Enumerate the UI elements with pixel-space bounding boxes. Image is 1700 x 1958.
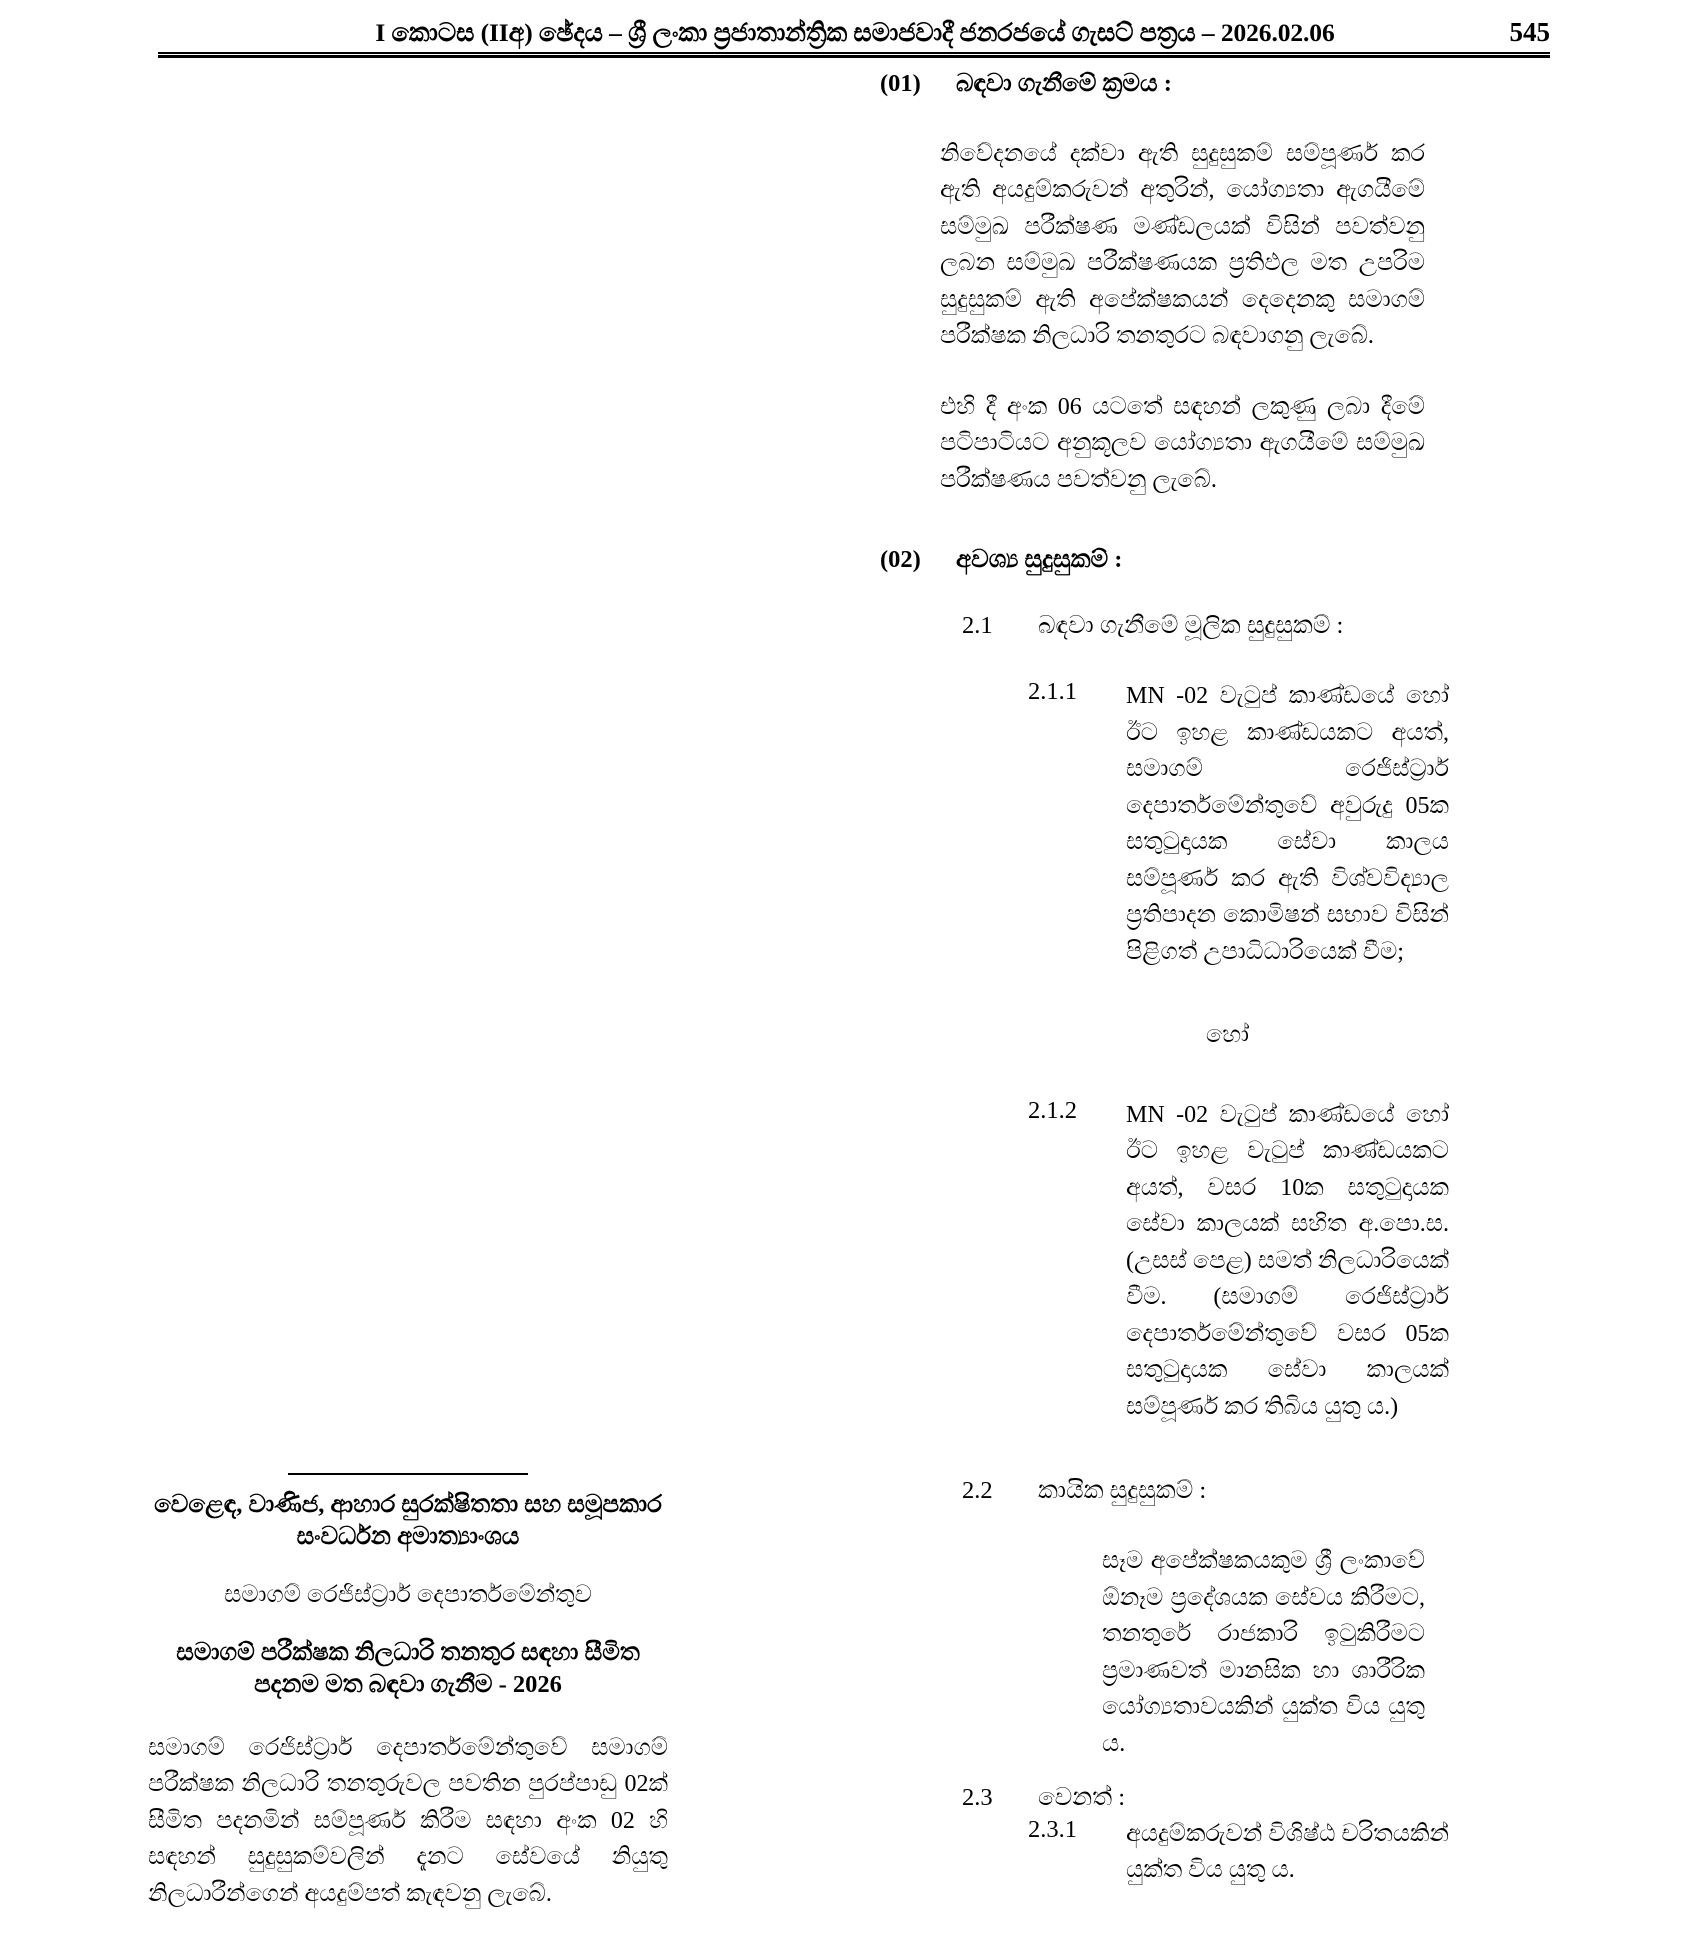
section-231-heading: [880, 1816, 1540, 1889]
section-21-number: 2.1: [962, 612, 993, 640]
section-211-number: 2.1.1: [1028, 678, 1077, 706]
section-212-text: MN -02 වැටුප් කාණ්ඩයේ හෝ ඊට ඉහළ වැටුප් කාණ්ඩයකට අයත්, වසර 10ක සතුටුදායක සේවා කාලයක් සහිත අ.පො.ස. (උසස් පෙළ) සමත් නිලධාරියෙක් වීම. (සමාගම් රෙජිස්ට්‍රාර් දෙපාර්තමේන්තුවේ වසර 05ක සතුටුදායක සේවා කාලයක් සම්පූර්ණ කර තිබිය යුතු ය.): [1126, 1101, 1449, 1420]
spacer: [880, 498, 1540, 546]
post-title: සමාගම් පරීක්ෂක නිලධාරි තනතුර සඳහා සීමිත පදනම මත බඳවා ගැනීම - 2026: [176, 1639, 640, 1699]
left-signature-block: [148, 1473, 668, 1912]
spacer: [880, 644, 1540, 678]
spacer: [880, 1509, 1540, 1543]
spacer: [880, 578, 1540, 612]
section-01-heading: [880, 70, 1540, 98]
section-21-label: බඳවා ගැනීමේ මූලික සුදුසුකම් :: [1038, 612, 1344, 640]
section-02-heading: [880, 546, 1540, 574]
left-column: [148, 70, 668, 1930]
divider-rule: [288, 1473, 528, 1475]
section-22-heading: [880, 1477, 1540, 1505]
left-body-paragraph: සමාගම් රෙජිස්ට්‍රාර් දෙපාර්තමේන්තුවේ සමාගම් පරීක්ෂක නිලධාරි තනතුරුවල පවතින පුරප්පාඩු 02ක් සීමිත පදනමින් සම්පූර්ණ කිරීම සඳහා අංක 02 හි සඳහන් සුදුසුකම්වලින් දැනට සේවයේ නියුතු නිලධාරීන්ගෙන් අයදුම්පත් කැඳවනු ලැබේ.: [148, 1734, 668, 1907]
section-02-label: අවශ්‍ය සුදුසුකම් :: [956, 546, 1123, 574]
ministry-name: වෙළෙඳ, වාණිජ, ආහාර සුරක්ෂිතතා සහ සමූපකාර සංවර්ධන අමාත්‍යාංශය: [154, 1491, 662, 1551]
section-211-text: MN -02 වැටුප් කාණ්ඩයේ හෝ ඊට ඉහළ කාණ්ඩයකට අයත්, සමාගම් රෙජිස්ට්‍රාර් දෙපාර්තමේන්තුවේ අවුරුදු 05ක සතුටුදායක සේවා කාලය සම්පූර්ණ කර ඇති විශ්වවිද්‍යාල ප්‍රතිපාදන කොමිෂන් සභාව විසින් පිළිගත් උපාධිධාරියෙක් වීම;: [1126, 683, 1449, 965]
section-02-number: (02): [880, 546, 921, 574]
section-01-number: (01): [880, 70, 921, 97]
section-22-number: 2.2: [962, 1477, 993, 1505]
section-211-heading: [880, 678, 1540, 970]
section-23-number: 2.3: [962, 1784, 993, 1811]
page-number: 545: [1509, 17, 1550, 47]
department-name: සමාගම් රෙජිස්ට්‍රාර් දෙපාර්තමේන්තුව: [224, 1581, 592, 1608]
alternative-connector: හෝ: [1205, 1021, 1250, 1048]
section-01-label: බඳවා ගැනීමේ ක්‍රමය :: [956, 70, 1172, 97]
spacer: [880, 1429, 1540, 1477]
spacer: [880, 1762, 1540, 1784]
spacer: [880, 355, 1540, 389]
section-23-label: වෙනත් :: [1038, 1784, 1126, 1811]
section-21-heading: [880, 612, 1540, 640]
section-01-paragraph-2: එහි දී අංක 06 යටතේ සඳහන් ලකුණු ලබා දීමේ පටිපාටියට අනුකූලව යෝග්‍යතා ඇගයීමේ සම්මුඛ පරීක්ෂණය පවත්වනු ලැබේ.: [940, 393, 1425, 493]
section-212-number: 2.1.2: [1028, 1096, 1077, 1124]
right-column: [880, 70, 1540, 1893]
page-header: [160, 18, 1550, 49]
section-23-heading: [880, 1784, 1540, 1812]
section-01-paragraph-1: නිවේදනයේ දක්වා ඇති සුදුසුකම් සම්පූර්ණ කර ඇති අයදුම්කරුවන් අතුරින්, යෝග්‍යතා ඇගයීමේ සම්මුඛ පරීක්ෂණ මණ්ඩලයක් විසින් පවත්වනු ලබන සම්මුඛ පරීක්ෂණයක ප්‍රතිඵල මත උපරිම සුදුසුකම් ඇති අපේක්ෂකයන් දෙදෙනකු සමාගම් පරීක්ෂක නිලධාරි තනතුරට බඳවාගනු ලැබේ.: [940, 141, 1425, 350]
section-231-number: 2.3.1: [1028, 1816, 1077, 1843]
spacer: [880, 1049, 1540, 1097]
section-22-text: සෑම අපේක්ෂකයකුම ශ්‍රී ලංකාවේ ඕනෑම ප්‍රදේශයක සේවය කිරීමට, තනතුරේ රාජකාරි ඉටුකිරීමට ප්‍රමාණවත් මානසික හා ශාරීරික යෝග්‍යතාවයකින් යුක්ත විය යුතු ය.: [1102, 1548, 1425, 1757]
section-212-heading: [880, 1097, 1540, 1425]
section-231-text: අයදුම්කරුවන් විශිෂ්ඨ චරිතයකින් යුක්ත විය යුතු ය.: [1126, 1821, 1449, 1884]
header-rule: [158, 52, 1550, 58]
header-title: I කොටස (IIඅ) ඡේදය – ශ්‍රී ලංකා ප්‍රජාතාන්ත්‍රික සමාජවාදී ජනරජයේ ගැසට් පත්‍රය – 2026.02.06: [375, 18, 1335, 47]
spacer: [880, 974, 1540, 1022]
section-22-label: කායික සුදුසුකම් :: [1038, 1477, 1207, 1505]
spacer: [880, 102, 1540, 136]
